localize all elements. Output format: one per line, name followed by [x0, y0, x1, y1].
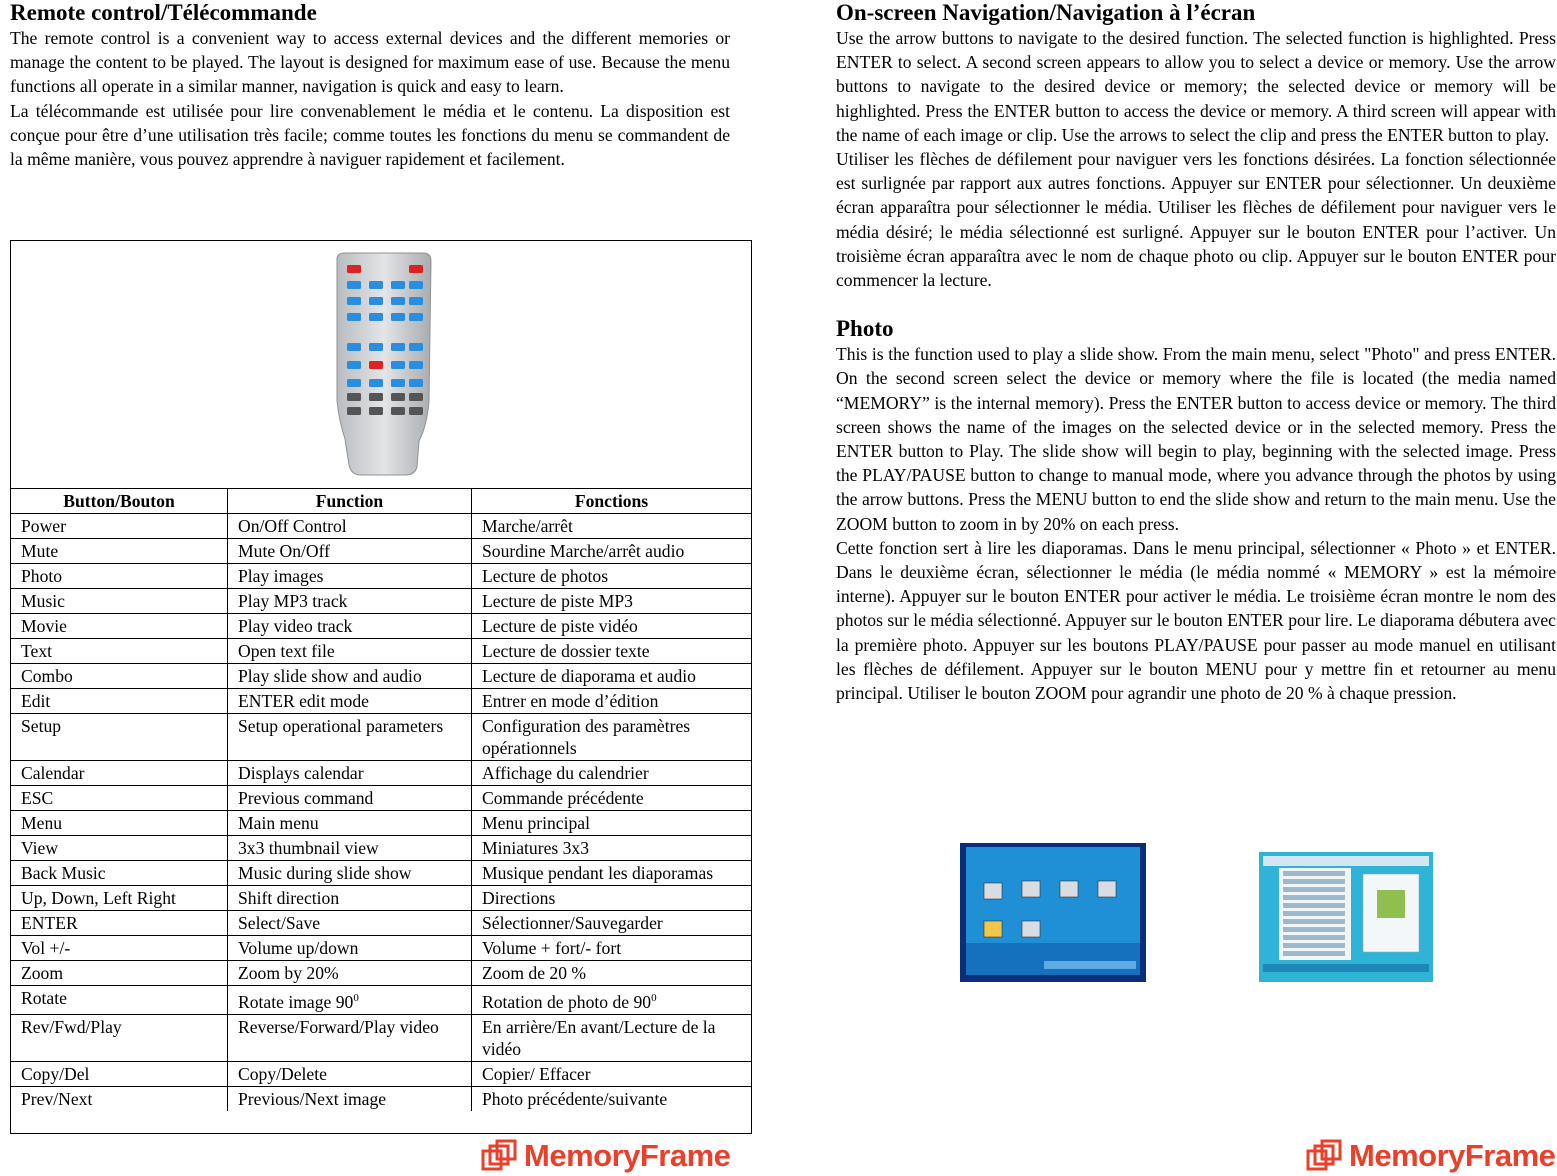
remote-key-icon: [391, 407, 405, 415]
remote-key-icon: [391, 297, 405, 305]
function-cell: Main menu: [228, 811, 472, 836]
fonctions-cell: Photo précédente/suivante: [472, 1086, 752, 1111]
file-row-icon: [1283, 943, 1345, 948]
function-cell: Volume up/down: [228, 936, 472, 961]
file-row-icon: [1283, 871, 1345, 876]
remote-key-icon: [369, 379, 383, 387]
table-row: [11, 714, 751, 761]
table-row: [11, 614, 751, 639]
navigation-en: Use the arrow buttons to navigate to the desired function. The selected function is highlighted. Press ENTER to select. A second screen appears to allow you to select a device or memory. Use the arrow buttons to navigate to the desired device or memory; the selected device or memory will be highlighted. Press the ENTER button to access the device or memory. A third screen will appear with the name of each image or clip. Use the arrows to select the clip and press the ENTER button to play.: [836, 28, 1556, 145]
degree-superscript: 0: [353, 992, 359, 1004]
file-row-icon: [1283, 887, 1345, 892]
table-row: [11, 1086, 751, 1111]
file-row-icon: [1283, 903, 1345, 908]
button-cell: Menu: [11, 811, 228, 836]
header-button: Button/Bouton: [11, 489, 228, 514]
button-cell: Calendar: [11, 761, 228, 786]
button-cell: Vol +/-: [11, 936, 228, 961]
header-function: Function: [228, 489, 472, 514]
table-row: [11, 761, 751, 786]
remote-key-icon: [347, 393, 361, 401]
remote-key-icon: [391, 313, 405, 321]
fonctions-cell: En arrière/En avant/Lecture de la vidéo: [472, 1014, 752, 1061]
remote-key-icon: [391, 361, 405, 369]
remote-table-box: [10, 240, 752, 1134]
remote-key-icon: [409, 407, 423, 415]
table-row: [11, 961, 751, 986]
button-cell: Movie: [11, 614, 228, 639]
table-row: [11, 664, 751, 689]
fonctions-cell: Affichage du calendrier: [472, 761, 752, 786]
remote-key-icon: [409, 393, 423, 401]
function-cell: Play images: [228, 564, 472, 589]
remote-key-icon: [409, 281, 423, 289]
remote-key-icon: [369, 361, 383, 369]
table-row: [11, 936, 751, 961]
file-row-icon: [1283, 895, 1345, 900]
function-cell: Music during slide show: [228, 861, 472, 886]
button-cell: ENTER: [11, 911, 228, 936]
button-cell: Rotate: [11, 986, 228, 1015]
function-cell: Mute On/Off: [228, 539, 472, 564]
fonctions-cell: Lecture de photos: [472, 564, 752, 589]
table-row: [11, 861, 751, 886]
function-cell: Setup operational parameters: [228, 714, 472, 761]
logo-text: MemoryFrame: [1349, 1138, 1556, 1173]
button-cell: Mute: [11, 539, 228, 564]
remote-key-icon: [409, 343, 423, 351]
table-row: [11, 911, 751, 936]
remote-key-icon: [409, 313, 423, 321]
table-row: [11, 836, 751, 861]
file-row-icon: [1283, 911, 1345, 916]
remote-key-icon: [409, 265, 423, 273]
file-row-icon: [1283, 879, 1345, 884]
logo-text: MemoryFrame: [524, 1138, 731, 1173]
main-menu-screenshot: [960, 843, 1146, 982]
fonctions-cell: Sélectionner/Sauvegarder: [472, 911, 752, 936]
remote-key-icon: [369, 313, 383, 321]
remote-key-icon: [347, 297, 361, 305]
memoryframe-logo-icon: [480, 1139, 518, 1173]
button-cell: Zoom: [11, 961, 228, 986]
button-cell: Setup: [11, 714, 228, 761]
fonctions-cell: Lecture de piste MP3: [472, 589, 752, 614]
table-row: [11, 886, 751, 911]
function-cell: Displays calendar: [228, 761, 472, 786]
function-cell: Previous/Next image: [228, 1086, 472, 1111]
table-header-row: [11, 489, 751, 514]
function-cell: Zoom by 20%: [228, 961, 472, 986]
fonctions-cell: Zoom de 20 %: [472, 961, 752, 986]
fonctions-cell: Commande précédente: [472, 786, 752, 811]
button-cell: Prev/Next: [11, 1086, 228, 1111]
table-row: [11, 564, 751, 589]
remote-key-icon: [347, 281, 361, 289]
function-cell: Shift direction: [228, 886, 472, 911]
file-row-icon: [1283, 927, 1345, 932]
function-cell: Copy/Delete: [228, 1061, 472, 1086]
file-row-icon: [1283, 919, 1345, 924]
remote-key-icon: [369, 407, 383, 415]
table-row: [11, 539, 751, 564]
remote-control-image: [331, 251, 435, 477]
fonctions-cell: Volume + fort/- fort: [472, 936, 752, 961]
right-column: [836, 0, 1556, 705]
fonctions-cell: Lecture de diaporama et audio: [472, 664, 752, 689]
table-row: [11, 689, 751, 714]
file-row-icon: [1283, 951, 1345, 956]
remote-key-icon: [369, 393, 383, 401]
table-row: [11, 514, 751, 539]
button-cell: Edit: [11, 689, 228, 714]
button-cell: ESC: [11, 786, 228, 811]
photo-en: This is the function used to play a slide show. From the main menu, select "Photo" and press ENTER. On the second screen select the device or memory where the file is located (the media named “MEMORY” is the internal memory). Press the ENTER button to access device or memory. The third screen shows the name of the images on the selected device or in the selected memory. Press the ENTER button to Play. The slide show will begin to play, beginning with the selected image. Press the PLAY/PAUSE button to change to manual mode, where you advance through the photos by using the arrow buttons. Press the MENU button to end the slide show and return to the main menu. Use the ZOOM button to zoom in by 20% on each press.: [836, 344, 1556, 534]
button-cell: Music: [11, 589, 228, 614]
button-cell: Combo: [11, 664, 228, 689]
table-row: [11, 986, 751, 1015]
remote-key-icon: [391, 379, 405, 387]
remote-key-icon: [409, 379, 423, 387]
file-row-icon: [1283, 935, 1345, 940]
table-row: [11, 639, 751, 664]
function-cell: 3x3 thumbnail view: [228, 836, 472, 861]
remote-intro-fr: La télécommande est utilisée pour lire convenablement le média et le contenu. La disposition est conçue pour être d’une utilisation très facile; comme toutes les fonctions du menu se commandent de la même manière, vous pouvez apprendre à naviguer rapidement et facilement.: [10, 100, 730, 170]
remote-key-icon: [409, 361, 423, 369]
remote-key-icon: [369, 281, 383, 289]
button-cell: Text: [11, 639, 228, 664]
table-row: [11, 1014, 751, 1061]
left-column: [10, 0, 730, 1109]
button-cell: Photo: [11, 564, 228, 589]
remote-key-icon: [347, 361, 361, 369]
remote-key-icon: [391, 393, 405, 401]
header-fonctions: Fonctions: [472, 489, 752, 514]
fonctions-cell: Sourdine Marche/arrêt audio: [472, 539, 752, 564]
fonctions-cell: Lecture de dossier texte: [472, 639, 752, 664]
fonctions-cell: Musique pendant les diaporamas: [472, 861, 752, 886]
button-cell: Copy/Del: [11, 1061, 228, 1086]
navigation-fr: Utiliser les flèches de défilement pour naviguer vers les fonctions désirées. La fonction sélectionnée est surlignée par rapport aux autres fonctions. Appuyer sur ENTER pour sélectionner. Un deuxième écran apparaîtra pour sélectionner le média. Utiliser les flèches de défilement pour naviguer vers le média désiré; le média sélectionné est surligné. Appuyer sur le bouton ENTER pour l’activer. Un troisième écran apparaîtra avec le nom de chaque photo ou clip. Appuyer sur le bouton ENTER pour commencer la lecture.: [836, 149, 1556, 291]
remote-key-icon: [347, 379, 361, 387]
button-cell: Rev/Fwd/Play: [11, 1014, 228, 1061]
function-cell: Open text file: [228, 639, 472, 664]
remote-key-icon: [369, 343, 383, 351]
button-cell: View: [11, 836, 228, 861]
fonctions-cell: Configuration des paramètres opérationnels: [472, 714, 752, 761]
table-row: [11, 589, 751, 614]
function-cell: ENTER edit mode: [228, 689, 472, 714]
remote-key-icon: [347, 265, 361, 273]
file-list-screenshot: [1259, 852, 1433, 982]
remote-intro-en: The remote control is a convenient way to access external devices and the different memories or manage the content to be played. The layout is designed for maximum ease of use. Because the menu functions all operate in a similar manner, navigation is quick and easy to learn.: [10, 28, 730, 97]
fonctions-cell: Miniatures 3x3: [472, 836, 752, 861]
function-cell: Play video track: [228, 614, 472, 639]
fonctions-cell: Directions: [472, 886, 752, 911]
fonctions-cell: Entrer en mode d’édition: [472, 689, 752, 714]
remote-key-icon: [409, 297, 423, 305]
fonctions-cell: Menu principal: [472, 811, 752, 836]
photo-heading: Photo: [836, 316, 894, 342]
function-cell: Rotate image $90^0$: [228, 986, 472, 1015]
remote-key-icon: [369, 297, 383, 305]
remote-key-icon: [347, 313, 361, 321]
fonctions-cell: Rotation de photo de $90^0$: [472, 986, 752, 1015]
table-row: [11, 1061, 751, 1086]
table-row: [11, 786, 751, 811]
function-cell: Previous command: [228, 786, 472, 811]
function-cell: Select/Save: [228, 911, 472, 936]
function-cell: Play slide show and audio: [228, 664, 472, 689]
table-row: [11, 811, 751, 836]
degree-superscript: 0: [651, 992, 657, 1004]
remote-image-cell: [11, 241, 751, 489]
navigation-heading: On-screen Navigation/Navigation à l’écran: [836, 0, 1256, 25]
remote-key-icon: [391, 281, 405, 289]
function-cell: Play MP3 track: [228, 589, 472, 614]
memoryframe-logo-icon: [1305, 1139, 1343, 1173]
button-cell: Up, Down, Left Right: [11, 886, 228, 911]
photo-fr: Cette fonction sert à lire les diaporamas. Dans le menu principal, sélectionner « Photo » et ENTER. Dans le deuxième écran, sélectionner le média (le média nommé « MEMORY » est la mémoire interne). Appuyer sur le bouton ENTER pour activer le média. Le troisième écran montre le nom des photos sur le média sélectionné. Appuyer sur le bouton ENTER pour lire. Le diaporama débutera avec la première photo. Appuyer sur les boutons PLAY/PAUSE pour passer au mode manuel en utilisant les flèches de défilement. Appuyer sur le bouton MENU pour y mettre fin et retourner au menu principal. Utiliser le bouton ZOOM pour agrandir une photo de 20 % à chaque pression.: [836, 537, 1556, 704]
fonctions-cell: Marche/arrêt: [472, 514, 752, 539]
button-function-table: [11, 489, 751, 1111]
remote-key-icon: [347, 407, 361, 415]
function-cell: Reverse/Forward/Play video: [228, 1014, 472, 1061]
button-cell: Power: [11, 514, 228, 539]
remote-key-icon: [391, 343, 405, 351]
button-cell: Back Music: [11, 861, 228, 886]
memoryframe-logo-left: [480, 1138, 730, 1174]
remote-key-icon: [347, 343, 361, 351]
remote-control-heading: Remote control/Télécommande: [10, 0, 317, 25]
memoryframe-logo-right: [1305, 1138, 1555, 1174]
function-cell: On/Off Control: [228, 514, 472, 539]
fonctions-cell: Copier/ Effacer: [472, 1061, 752, 1086]
fonctions-cell: Lecture de piste vidéo: [472, 614, 752, 639]
